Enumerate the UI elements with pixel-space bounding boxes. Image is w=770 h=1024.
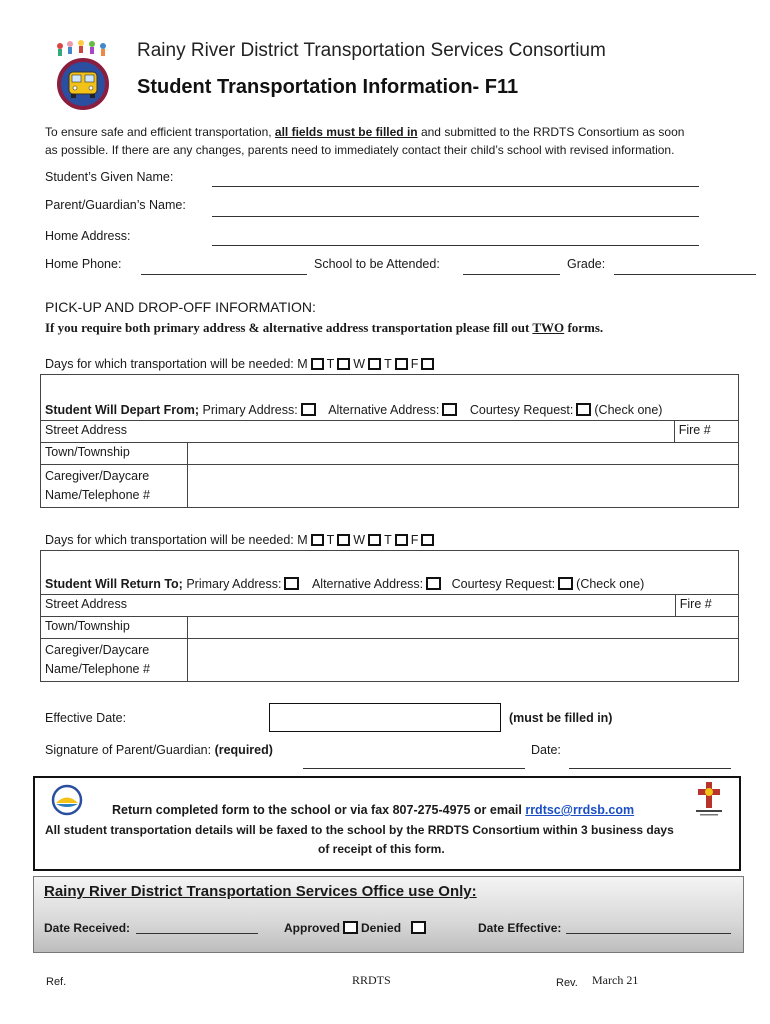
- return-town-label-cell: [41, 617, 188, 639]
- return-fire-label: Fire #: [679, 597, 712, 611]
- depart-primary-checkbox[interactable]: [301, 403, 316, 416]
- consortium-logo: [50, 38, 116, 110]
- footer-ref: Ref.: [46, 976, 67, 988]
- depart-courtesy-checkbox[interactable]: [576, 403, 591, 416]
- school-bus-icon: [69, 72, 97, 98]
- grade-label: Grade:: [567, 257, 606, 271]
- return-line-1: [112, 803, 634, 817]
- return-day-w-label: W: [353, 533, 366, 547]
- home-address-field[interactable]: [212, 245, 699, 246]
- depart-day-t-label: T: [326, 357, 335, 371]
- office-approved-row: [284, 921, 429, 935]
- return-caregiver-label-cell: [41, 639, 188, 682]
- office-title: Rainy River District Transportation Services Office use Only:: [44, 883, 477, 900]
- home-address-label: Home Address:: [45, 229, 131, 243]
- depart-town-field[interactable]: [188, 443, 739, 465]
- pickup-note-text-1: If you require both primary address & alternative address transportation please fill out: [45, 320, 533, 335]
- office-received-field[interactable]: [136, 933, 258, 934]
- return-days-row: [45, 533, 437, 547]
- pickup-note-two: TWO: [532, 320, 565, 335]
- return-caregiver-label-2: Name/Telephone #: [45, 662, 150, 676]
- intro-line-1: [45, 125, 684, 139]
- office-approved-label: Approved: [284, 921, 341, 935]
- depart-primary-label: Primary Address:: [199, 403, 298, 417]
- return-line-2: All student transportation details will be faxed to the school by the RRDTS Consortium within 3 business days: [45, 823, 674, 837]
- school-board-logo: [692, 780, 726, 818]
- office-received-label: Date Received:: [44, 921, 131, 935]
- depart-check-one: (Check one): [594, 403, 663, 417]
- effective-date-input[interactable]: [269, 703, 501, 732]
- return-day-m-checkbox[interactable]: [311, 534, 324, 546]
- depart-town-label: Town/Township: [45, 445, 130, 459]
- depart-day-f-label: F: [410, 357, 419, 371]
- intro-emphasis: all fields must be filled in: [274, 125, 418, 139]
- intro-text-2: and submitted to the RRDTS Consortium as soon: [417, 125, 685, 139]
- return-fire-cell[interactable]: [675, 595, 738, 617]
- return-courtesy-checkbox[interactable]: [558, 577, 573, 590]
- depart-table: [40, 374, 739, 508]
- school-label: School to be Attended:: [314, 257, 440, 271]
- school-field[interactable]: [463, 274, 560, 275]
- footer-rev-date: March 21: [592, 973, 639, 987]
- return-day-th-checkbox[interactable]: [395, 534, 408, 546]
- depart-caregiver-field[interactable]: [188, 465, 739, 508]
- office-denied-checkbox[interactable]: [411, 921, 426, 934]
- return-primary-checkbox[interactable]: [284, 577, 299, 590]
- return-day-m-label: M: [297, 533, 308, 547]
- return-header-cell: [41, 551, 739, 595]
- pickup-heading: PICK-UP AND DROP-OFF INFORMATION:: [45, 299, 316, 315]
- office-effective-field[interactable]: [566, 933, 731, 934]
- return-days-label: Days for which transportation will be needed:: [45, 533, 298, 547]
- signature-date-field[interactable]: [569, 768, 731, 769]
- grade-field[interactable]: [614, 274, 756, 275]
- signature-row-label: [45, 743, 273, 757]
- children-figures-icon: [57, 40, 106, 56]
- office-denied-label: Denied: [361, 921, 402, 935]
- return-street-cell[interactable]: [41, 595, 676, 617]
- depart-day-th-checkbox[interactable]: [395, 358, 408, 370]
- return-check-one: (Check one): [576, 577, 645, 591]
- return-day-th-label: T: [384, 533, 392, 547]
- depart-day-t-checkbox[interactable]: [337, 358, 350, 370]
- depart-alternative-label: Alternative Address:: [328, 403, 440, 417]
- depart-day-th-label: T: [384, 357, 392, 371]
- return-caregiver-field[interactable]: [188, 639, 739, 682]
- home-phone-label: Home Phone:: [45, 257, 122, 271]
- signature-date-label: Date:: [531, 743, 561, 757]
- return-day-f-checkbox[interactable]: [421, 534, 434, 546]
- footer-rrdts: RRDTS: [352, 973, 391, 987]
- return-title: Student Will Return To;: [45, 577, 183, 591]
- depart-street-label: Street Address: [45, 423, 127, 437]
- effective-must-note: (must be filled in): [509, 711, 613, 725]
- return-day-f-label: F: [410, 533, 419, 547]
- return-line-1-text: Return completed form to the school or via fax 807-275-4975 or email: [112, 803, 526, 817]
- pickup-note: [45, 320, 603, 336]
- depart-street-cell[interactable]: [41, 421, 675, 443]
- depart-day-m-label: M: [297, 357, 308, 371]
- depart-days-row: [45, 357, 437, 371]
- depart-caregiver-label-2: Name/Telephone #: [45, 488, 150, 502]
- signature-label: Signature of Parent/Guardian:: [45, 743, 215, 757]
- return-caregiver-label-1: Caregiver/Daycare: [45, 643, 150, 657]
- return-alternative-label: Alternative Address:: [311, 577, 424, 591]
- return-line-3: of receipt of this form.: [318, 842, 445, 856]
- depart-header-cell: [41, 375, 739, 421]
- signature-required: (required): [214, 743, 273, 757]
- return-courtesy-label: Courtesy Request:: [451, 577, 556, 591]
- depart-fire-cell[interactable]: [674, 421, 738, 443]
- form-title: Student Transportation Information- F11: [137, 76, 519, 98]
- depart-day-w-label: W: [353, 357, 366, 371]
- given-name-label: Student’s Given Name:: [45, 170, 174, 184]
- office-effective-label: Date Effective:: [478, 921, 562, 935]
- return-primary-label: Primary Address:: [182, 577, 282, 591]
- return-town-label: Town/Township: [45, 619, 130, 633]
- depart-day-f-checkbox[interactable]: [421, 358, 434, 370]
- return-town-field[interactable]: [188, 617, 739, 639]
- footer-rev: Rev.: [556, 977, 578, 989]
- org-title: Rainy River District Transportation Services Consortium: [137, 40, 606, 61]
- return-alternative-checkbox[interactable]: [426, 577, 441, 590]
- signature-field[interactable]: [303, 768, 525, 769]
- return-table: [40, 550, 739, 682]
- depart-days-label: Days for which transportation will be needed:: [45, 357, 298, 371]
- pickup-note-text-2: forms.: [564, 320, 604, 335]
- given-name-field[interactable]: [212, 186, 699, 187]
- depart-fire-label: Fire #: [678, 423, 711, 437]
- rrdsb-logo: [50, 784, 84, 816]
- return-day-t-checkbox[interactable]: [337, 534, 350, 546]
- intro-text-1: To ensure safe and efficient transportation,: [45, 125, 275, 139]
- depart-caregiver-label-cell: [41, 465, 188, 508]
- parent-name-label: Parent/Guardian’s Name:: [45, 198, 186, 212]
- depart-day-m-checkbox[interactable]: [311, 358, 324, 370]
- depart-alternative-checkbox[interactable]: [442, 403, 457, 416]
- parent-name-field[interactable]: [212, 216, 699, 217]
- intro-line-2: as possible. If there are any changes, parents need to immediately contact their child’s school with revised information.: [45, 143, 675, 157]
- depart-courtesy-label: Courtesy Request:: [469, 403, 574, 417]
- depart-town-label-cell: [41, 443, 188, 465]
- depart-title: Student Will Depart From;: [45, 403, 200, 417]
- return-street-label: Street Address: [45, 597, 127, 611]
- return-email-link[interactable]: rrdtsc@rrdsb.com: [525, 803, 635, 817]
- depart-caregiver-label-1: Caregiver/Daycare: [45, 469, 150, 483]
- return-day-w-checkbox[interactable]: [368, 534, 381, 546]
- effective-date-label: Effective Date:: [45, 711, 127, 725]
- return-day-t-label: T: [326, 533, 335, 547]
- depart-day-w-checkbox[interactable]: [368, 358, 381, 370]
- home-phone-field[interactable]: [141, 274, 307, 275]
- office-approved-checkbox[interactable]: [343, 921, 358, 934]
- cross-emblem-icon: [696, 782, 722, 816]
